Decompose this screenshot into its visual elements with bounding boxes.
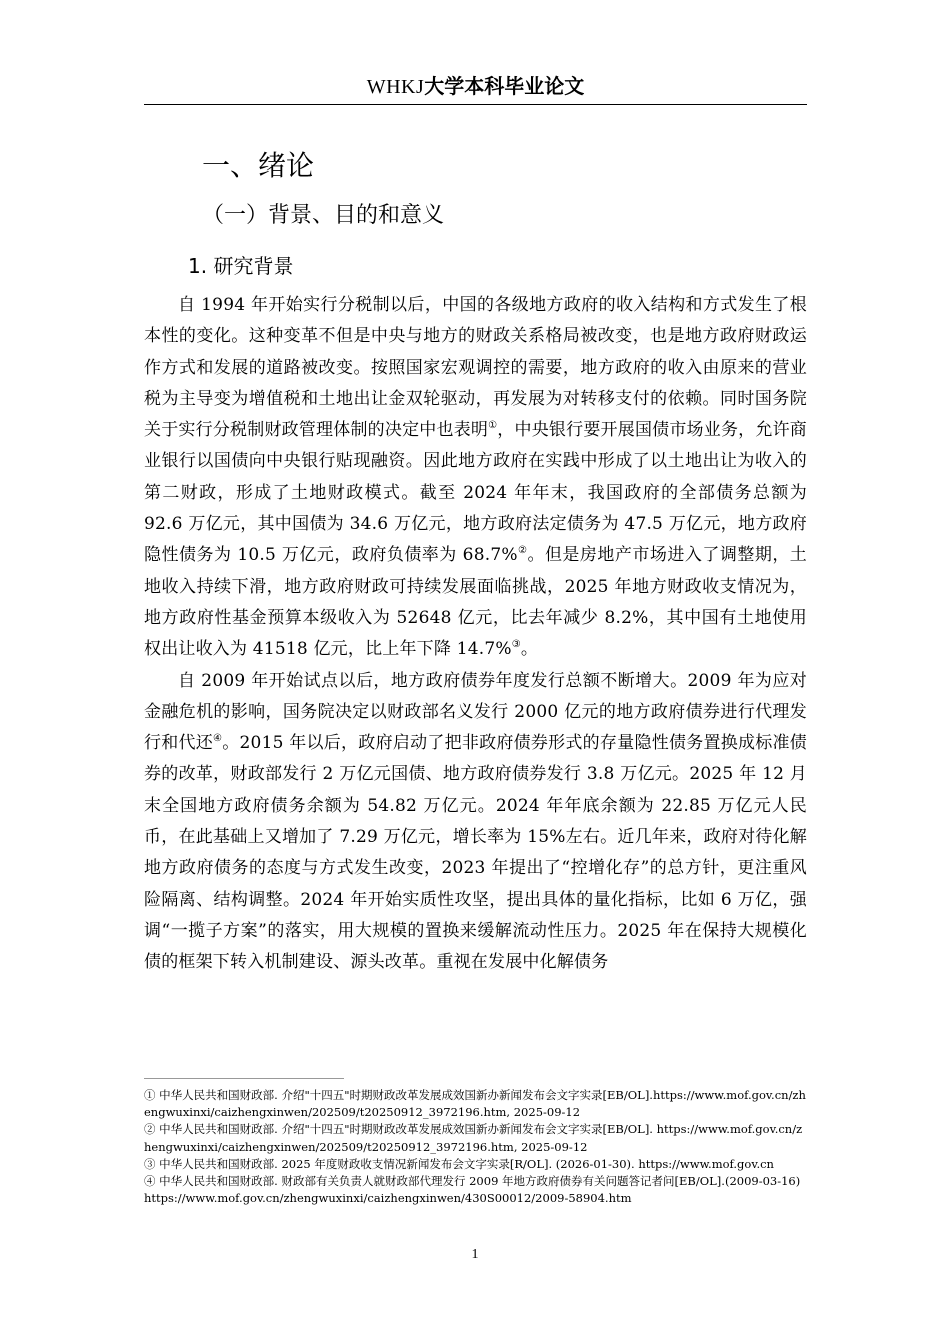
chapter-heading: 一、绪论 <box>202 149 315 182</box>
subsection-heading: 1. 研究背景 <box>188 254 294 278</box>
paragraph-text: ，中央银行要开展国债市场业务，允许商业银行以国债向中央银行贴现融资。因此地方政府在实践中形成了以土地出让为收入的第二财政，形成了土地财政模式。截至 2024 年年末，我国政府的全部债务总额为 92.6 万亿元，其中国债为 34.6 万亿元，地方政府法定债务为 47.5 万亿元，地方政府隐性债务为 10.5 万亿元，政府负债率为 68.7% <box>144 420 807 566</box>
footnote-item: ① 中华人民共和国财政部. 介绍"十四五"时期财政改革发展成效国新办新闻发布会文字实录[EB/OL].https://www.mof.gov.cn/zhengwuxinxi/caizhengxinwen/202509/t20250912_3972196.htm, 2025-09-12 <box>144 1088 806 1120</box>
body-paragraph <box>144 290 807 666</box>
footnote-divider <box>144 1078 344 1079</box>
footnote-marker: ③ <box>511 639 521 651</box>
footnote-item: ④ 中华人民共和国财政部. 财政部有关负责人就财政部代理发行 2009 年地方政府债券有关问题答记者问[EB/OL].(2009-03-16)https://www.mof.gov.cn/zhengwuxinxi/caizhengxinwen/430S00012/2009-58904.htm <box>144 1174 801 1206</box>
page-header <box>144 72 807 101</box>
body-text <box>144 290 807 979</box>
footnote-marker: ② <box>517 545 528 557</box>
footnote-item: ② 中华人民共和国财政部. 介绍"十四五"时期财政改革发展成效国新办新闻发布会文字实录[EB/OL]. https://www.mof.gov.cn/zhengwuxinxi/caizhengxinwen/202509/t20250912_3972196.htm, 2025-09-12 <box>144 1122 803 1154</box>
body-paragraph <box>144 666 807 979</box>
section-heading: （一）背景、目的和意义 <box>202 203 445 228</box>
paragraph-text: 自 1994 年开始实行分税制以后，中国的各级地方政府的收入结构和方式发生了根本性的变化。这种变革不但是中央与地方的财政关系格局被改变，也是地方政府财政运作方式和发展的道路被改变。按照国家宏观调控的需要，地方政府的收入由原来的营业税为主导变为增值税和土地出让金双轮驱动，再发展为对转移支付的依赖。同时国务院关于实行分税制财政管理体制的决定中也表明 <box>144 295 807 441</box>
footnote-item: ③ 中华人民共和国财政部. 2025 年度财政收支情况新闻发布会文字实录[R/OL]. (2026-01-30). https://www.mof.gov.cn <box>144 1156 774 1171</box>
paragraph-text: 。 <box>520 639 539 660</box>
paragraph-text: 。但是房地产市场进入了调整期，土地收入持续下滑，地方政府财政可持续发展面临挑战，2025 年地方财政收支情况为，地方政府性基金预算本级收入为 52648 亿元，比去年减少 8.2%，其中国有土地使用权出让收入为 41518 亿元，比上年下降 14.7% <box>144 545 808 660</box>
header-title: 大学本科毕业论文 <box>424 74 585 98</box>
footnote-marker: ④ <box>213 733 223 745</box>
header-university-code: WHKJ <box>366 76 425 98</box>
paragraph-text: 。2015 年以后，政府启动了把非政府债券形式的存量隐性债务置换成标准债券的改革，财政部发行 2 万亿元国债、地方政府债券发行 3.8 万亿元。2025 年 12 月末全国地方政府债务余额为 54.82 万亿元。2024 年年底余额为 22.85 万亿元人民币，在此基础上又增加了 7.29 万亿元，增长率为 15%左右。近几年来，政府对待化解地方政府债务的态度与方式发生改变，2023 年提出了“控增化存”的总方针，更注重风险隔离、结构调整。2024 年开始实质性攻坚，提出具体的量化指标，比如 6 万亿，强调“一揽子方案”的落实，用大规模的置换来缓解流动性压力。2025 年在保持大规模化债的框架下转入机制建设、源头改革。重视在发展中化解债务 <box>144 733 807 973</box>
page-number: 1 <box>471 1247 479 1262</box>
paragraph-text: 自 2009 年开始试点以后，地方政府债券年度发行总额不断增大。2009 年为应对金融危机的影响，国务院决定以财政部名义发行 2000 亿元的地方政府债券进行代理发行和代还 <box>144 670 807 754</box>
footnote-marker: ① <box>488 420 498 432</box>
header-divider <box>144 104 807 105</box>
footnotes <box>144 1087 807 1207</box>
